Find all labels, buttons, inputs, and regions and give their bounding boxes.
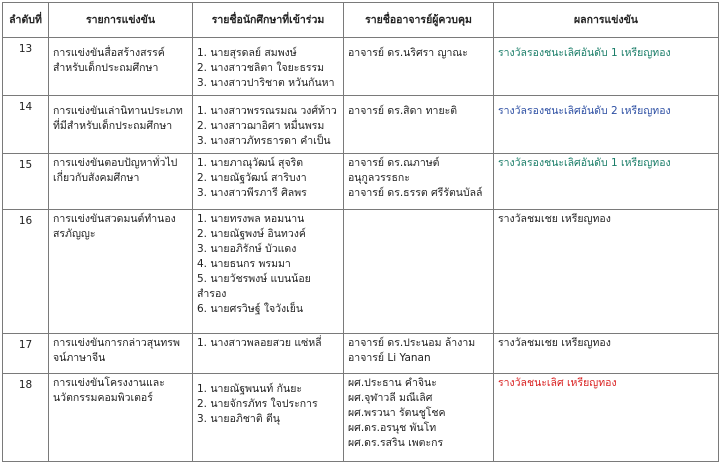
student-name: 1. นายสุรดลย์ สมพงษ์ — [197, 47, 297, 59]
row-number: 14 — [3, 96, 49, 154]
competition-name — [49, 154, 193, 210]
row-number: 16 — [3, 210, 49, 334]
students-cell — [193, 210, 344, 334]
advisors-cell — [344, 96, 494, 154]
student-name: 1. นายณัฐพนนท์ กันยะ — [197, 383, 302, 395]
advisors-cell — [344, 334, 494, 374]
student-name: 4. นายธนกร พรมมา — [197, 258, 291, 270]
result-text: รางวัลรองชนะเลิศอันดับ 1 เหรียญทอง — [498, 47, 671, 59]
student-name: 3. นางสาวภัทรธารดา คำเป็น — [197, 135, 331, 147]
advisor-name: อนุกูลวรรธกะ — [348, 172, 410, 184]
student-name: 1. นางสาวพรรณรมณ วงศ์ท้าว — [197, 105, 337, 117]
competition-text: การแข่งขันตอบปัญหาทั่วไปเกี่ยวกับสังคมศึกษา — [53, 157, 178, 184]
table-row — [3, 210, 719, 334]
competition-name — [49, 38, 193, 96]
table-row — [3, 374, 719, 462]
table-row — [3, 96, 719, 154]
student-name: 1. นางสาวพลอยสวย แซ่หลี่ — [197, 337, 322, 349]
advisor-name: อาจารย์ ดร.นริศรา ญาณะ — [348, 47, 468, 59]
table-row — [3, 154, 719, 210]
result-cell — [494, 38, 719, 96]
students-cell — [193, 334, 344, 374]
row-number: 13 — [3, 38, 49, 96]
advisor-name: ผศ.จุฬาวลี มณีเลิศ — [348, 392, 433, 404]
row-number: 17 — [3, 334, 49, 374]
advisor-name: ผศ.ดร.อรนุช พันโท — [348, 422, 437, 434]
result-text: รางวัลรองชนะเลิศอันดับ 1 เหรียญทอง — [498, 157, 671, 169]
result-text: รางวัลชมเชย เหรียญทอง — [498, 213, 611, 225]
result-text: รางวัลชนะเลิศ เหรียญทอง — [498, 377, 617, 389]
header-result: ผลการแข่งขัน — [494, 3, 719, 38]
student-name: 2. นางสาวฌาอิศา หมื่นพรม — [197, 120, 325, 132]
advisor-name: ผศ.พรวนา รัตนชูโชค — [348, 407, 446, 419]
result-text: รางวัลชมเชย เหรียญทอง — [498, 337, 611, 349]
student-name: 2. นายณัฐพงษ์ อินทวงค์ — [197, 228, 306, 240]
row-number: 18 — [3, 374, 49, 462]
advisor-name: ผศ.ดร.รสริน เพตะกร — [348, 437, 444, 449]
advisors-cell — [344, 38, 494, 96]
result-cell — [494, 210, 719, 334]
competition-name — [49, 374, 193, 462]
result-cell — [494, 374, 719, 462]
competition-results-table — [2, 2, 719, 462]
student-name: 2. นางสาวชลิตา ใจยะธรรม — [197, 62, 325, 74]
header-advisors: รายชื่ออาจารย์ผู้ควบคุม — [344, 3, 494, 38]
students-cell — [193, 38, 344, 96]
student-name: 1. นายภาณุวัฒน์ สุจริต — [197, 157, 304, 169]
competition-name — [49, 210, 193, 334]
header-competition: รายการแข่งขัน — [49, 3, 193, 38]
students-cell — [193, 154, 344, 210]
student-name: 3. นางสาวปาริชาต หวันกันหา — [197, 77, 335, 89]
result-cell — [494, 96, 719, 154]
result-cell — [494, 334, 719, 374]
competition-text: การแข่งขันสื่อสร้างสรรค์สำหรับเด็กประถมศึกษา — [53, 47, 165, 74]
student-name: 6. นายศรวิษฐ์ ใจวังเย็น — [197, 303, 304, 315]
row-number: 15 — [3, 154, 49, 210]
competition-name — [49, 96, 193, 154]
advisors-cell — [344, 210, 494, 334]
student-name: 3. นายอภิรักษ์ บัวแดง — [197, 243, 297, 255]
students-cell — [193, 374, 344, 462]
student-name: 2. นายจักรภัทร ใจประการ — [197, 398, 318, 410]
header-no: ลำดับที่ — [3, 3, 49, 38]
table-header-row — [3, 3, 719, 38]
student-name: 3. นายอภิชาติ ตีนุ — [197, 413, 280, 425]
advisor-name: อาจารย์ ดร.ธรรต ศรีรัตนบัลล์ — [348, 187, 483, 199]
competition-text: การแข่งขันเล่านิทานประเภทที่มีสำหรับเด็กประถมศึกษา — [53, 105, 183, 132]
reserve-label: สำรอง — [197, 288, 227, 300]
student-name: 3. นางสาวพีรภารี ศิลพร — [197, 187, 307, 199]
result-text: รางวัลรองชนะเลิศอันดับ 2 เหรียญทอง — [498, 105, 671, 117]
advisor-name: อาจารย์ ดร.สิดา ทายะติ — [348, 105, 458, 117]
advisors-cell — [344, 374, 494, 462]
student-name: 2. นายณัฐวัฒน์ สาริบงา — [197, 172, 307, 184]
advisors-cell — [344, 154, 494, 210]
student-name: 5. นายวัชรพงษ์ แบนน้อย — [197, 273, 311, 285]
advisor-name: อาจารย์ ดร.ณภาษต์ — [348, 157, 440, 169]
competition-text: การแข่งขันโครงงานและนวัตกรรมคอมพิวเตอร์ — [53, 377, 165, 404]
advisor-name: ผศ.ประธาน คำจินะ — [348, 377, 437, 389]
students-cell — [193, 96, 344, 154]
competition-text: การแข่งขันการกล่าวสุนทรพจน์ภาษาจีน — [53, 337, 180, 364]
student-name: 1. นายทรงพล หอมนาน — [197, 213, 305, 225]
result-cell — [494, 154, 719, 210]
advisor-name: อาจารย์ Li Yanan — [348, 352, 431, 364]
table-row — [3, 38, 719, 96]
header-students: รายชื่อนักศึกษาที่เข้าร่วม — [193, 3, 344, 38]
table-row — [3, 334, 719, 374]
advisor-name: อาจารย์ ดร.ประนอม ล้างาม — [348, 337, 476, 349]
competition-text: การแข่งขันสวดมนต์ทำนองสรภัญญะ — [53, 213, 176, 240]
competition-name — [49, 334, 193, 374]
